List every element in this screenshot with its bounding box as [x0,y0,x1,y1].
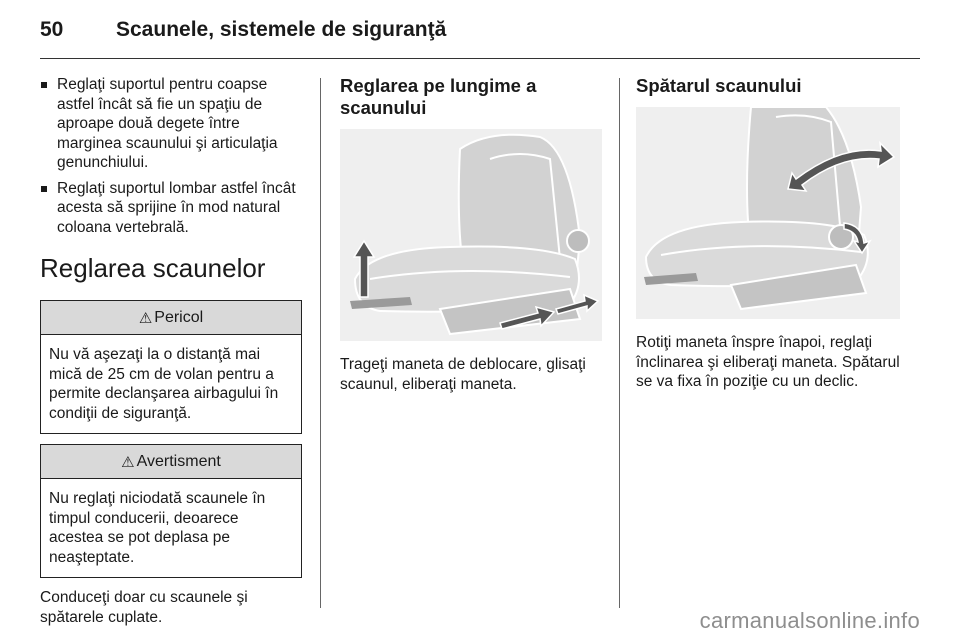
warning-box [40,444,302,578]
column-divider [619,78,620,608]
section-subheading: Reglarea pe lungime a scaunului [340,75,537,118]
section-subheading: Spătarul scaunului [636,75,802,96]
list-item-text: Reglaţi suportul pentru coapse astfel încât să fie un spaţiu de aproape două degete între marginea scaunului şi articulaţia genunchiului. [57,76,278,171]
section-heading: Reglarea scaunelor [40,253,266,283]
bullet-square-icon [41,82,47,88]
column-left [40,75,302,627]
list-item [40,75,302,173]
seat-drawing [340,129,602,341]
list-item [40,179,302,238]
bullet-square-icon [41,186,47,192]
header-rule [40,58,920,59]
danger-text: Nu vă aşezaţi la o distanţă mai mică de 25 cm de volan pentru a permite declanşarea airbagului în condiţii de siguranţă. [49,346,279,422]
body-text: Rotiţi maneta înspre înapoi, reglaţi înclinarea şi eliberaţi maneta. Spătarul se va fixa în poziţie cu un declic. [636,334,900,390]
danger-box [40,300,302,434]
danger-box-header [41,301,301,335]
warning-triangle-icon: ⚠ [121,453,135,471]
page-title: Scaunele, sistemele de siguranţă [116,18,447,41]
page-number: 50 [40,18,64,41]
list-item-text: Reglaţi suportul lombar astfel încât acesta să sprijine în mod natural coloana vertebrală. [57,179,296,236]
seat-drawing [636,107,900,319]
warning-triangle-icon: ⚠ [138,309,153,327]
warning-text: Nu reglaţi niciodată scaunele în timpul conducerii, deoarece acestea se pot deplasa pe neaşteptate. [49,490,266,566]
column-middle [340,75,602,394]
column-right [636,75,900,392]
warning-box-header [41,445,301,479]
warning-title: Avertisment [136,452,221,470]
bullet-list [40,75,302,237]
danger-title: Pericol [154,308,204,326]
page-header [40,18,446,42]
body-text: Trageţi maneta de deblocare, glisaţi scaunul, eliberaţi maneta. [340,356,586,393]
watermark: carmanualsonline.info [699,608,920,633]
body-text: Conduceţi doar cu scaunele şi spătarele cuplate. [40,589,248,626]
seat-longitudinal-illustration [340,129,602,341]
column-divider [320,78,321,608]
seat-backrest-illustration [636,107,898,319]
